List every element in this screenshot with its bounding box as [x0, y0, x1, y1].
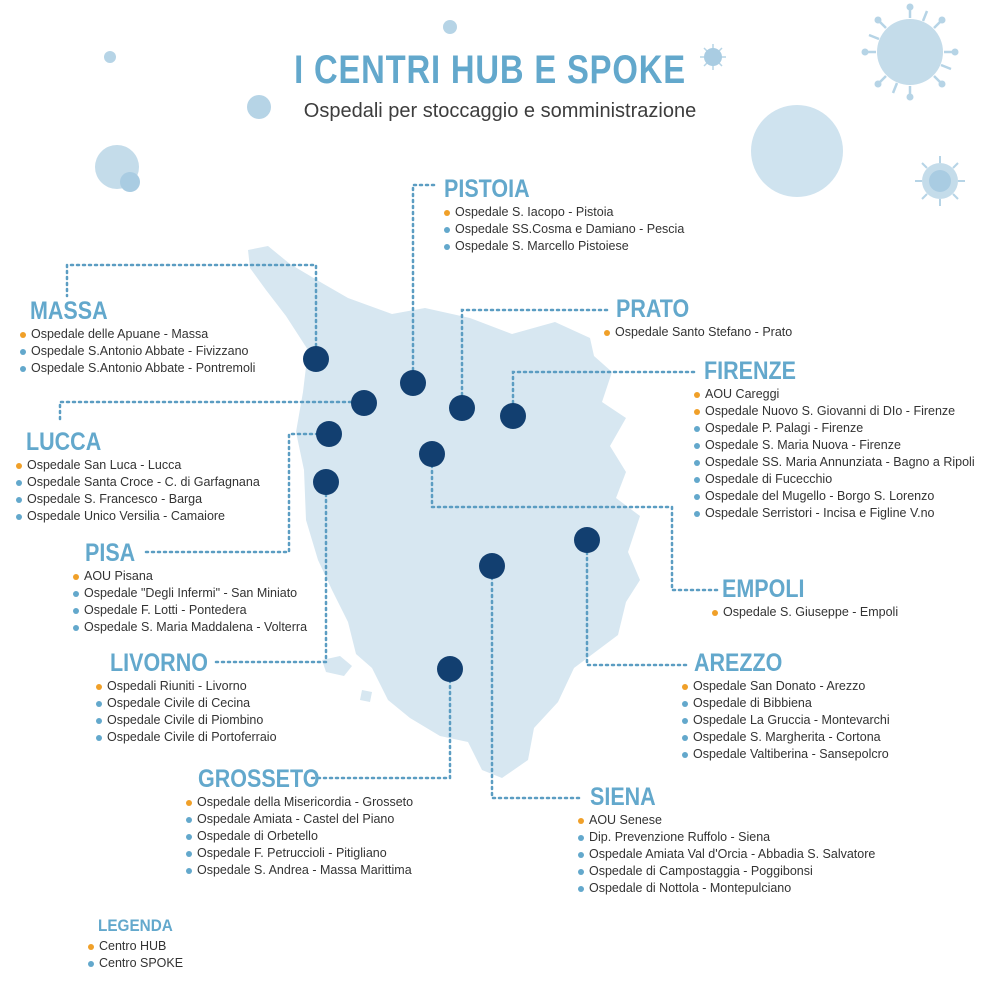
- hospital-item: [604, 324, 792, 341]
- island-shape: [360, 690, 372, 702]
- hospital-label: Ospedale Valtiberina - Sansepolcro: [693, 747, 889, 761]
- province-name: PRATO: [616, 295, 690, 323]
- hub-dot-icon: [186, 800, 192, 806]
- hospital-list: [96, 678, 277, 746]
- spoke-dot-icon: [96, 701, 102, 707]
- hospital-label: Ospedale Santo Stefano - Prato: [615, 325, 793, 339]
- spoke-dot-icon: [694, 494, 700, 500]
- hospital-label: Ospedale Unico Versilia - Camaiore: [27, 509, 226, 523]
- bubble-decoration: [120, 172, 140, 192]
- hospital-label: Ospedale San Donato - Arezzo: [693, 679, 866, 693]
- hospital-item: [578, 880, 875, 897]
- hospital-item: [712, 604, 898, 621]
- hospital-label: Ospedale SS.Cosma e Damiano - Pescia: [455, 222, 685, 236]
- province-name: GROSSETO: [198, 765, 320, 793]
- page-subtitle: Ospedali per stoccaggio e somministrazione: [303, 100, 697, 122]
- hospital-item: [694, 454, 975, 471]
- province-firenze: [694, 358, 975, 522]
- hub-dot-icon: [73, 574, 79, 580]
- legend-item-spoke: [88, 955, 183, 972]
- hospital-label: Ospedale F. Lotti - Pontedera: [84, 603, 247, 617]
- province-name: AREZZO: [694, 649, 783, 677]
- hospital-item: [96, 712, 277, 729]
- hospital-item: [444, 238, 684, 255]
- spoke-dot-icon: [73, 591, 79, 597]
- province-name: SIENA: [590, 783, 656, 811]
- hospital-label: Ospedale La Gruccia - Montevarchi: [693, 713, 890, 727]
- hospital-item: [73, 619, 307, 636]
- hospital-item: [16, 491, 260, 508]
- hospital-item: [186, 828, 413, 845]
- spoke-dot-icon: [73, 608, 79, 614]
- hospital-item: [694, 437, 975, 454]
- spoke-dot-icon: [444, 244, 450, 250]
- hospital-label: AOU Senese: [589, 813, 662, 827]
- hospital-label: AOU Pisana: [84, 569, 153, 583]
- hospital-list: [73, 568, 307, 636]
- province-name: PISA: [85, 539, 136, 567]
- hospital-item: [578, 863, 875, 880]
- hospital-item: [73, 602, 307, 619]
- marker-prato[interactable]: [449, 395, 475, 421]
- marker-firenze[interactable]: [500, 403, 526, 429]
- legend-item-hub: [88, 938, 183, 955]
- hospital-item: [96, 678, 277, 695]
- spoke-dot-icon: [694, 426, 700, 432]
- marker-grosseto[interactable]: [437, 656, 463, 682]
- hospital-item: [444, 221, 684, 238]
- hospital-label: Ospedale SS. Maria Annunziata - Bagno a Ripoli: [705, 455, 975, 469]
- province-empoli: [712, 576, 898, 621]
- marker-massa[interactable]: [303, 346, 329, 372]
- marker-livorno[interactable]: [313, 469, 339, 495]
- province-name: LUCCA: [26, 428, 102, 456]
- hospital-label: Ospedale San Luca - Lucca: [27, 458, 182, 472]
- hospital-label: Ospedale "Degli Infermi" - San Miniato: [84, 586, 298, 600]
- hospital-label: Ospedale P. Palagi - Firenze: [705, 421, 864, 435]
- province-livorno: [96, 650, 277, 746]
- province-arezzo: [682, 650, 890, 763]
- hospital-list: [694, 386, 975, 522]
- hospital-list: [578, 812, 875, 897]
- hospital-label: Ospedale S. Maria Nuova - Firenze: [705, 438, 901, 452]
- hospital-item: [16, 508, 260, 525]
- hospital-item: [16, 457, 260, 474]
- spoke-dot-icon: [16, 480, 22, 486]
- hospital-label: Ospedale del Mugello - Borgo S. Lorenzo: [705, 489, 935, 503]
- province-name: EMPOLI: [722, 575, 805, 603]
- hub-dot-icon: [20, 332, 26, 338]
- tuscany-region-shape: [248, 246, 640, 778]
- marker-empoli[interactable]: [419, 441, 445, 467]
- hospital-label: Ospedali Riuniti - Livorno: [107, 679, 247, 693]
- hospital-item: [444, 204, 684, 221]
- province-massa: [20, 298, 255, 377]
- hospital-label: Ospedale S. Marcello Pistoiese: [455, 239, 629, 253]
- spoke-dot-icon: [186, 834, 192, 840]
- hospital-item: [694, 505, 975, 522]
- spoke-dot-icon: [578, 852, 584, 858]
- hub-dot-icon: [694, 392, 700, 398]
- hospital-item: [694, 420, 975, 437]
- hospital-label: Ospedale di Campostaggia - Poggibonsi: [589, 864, 813, 878]
- hospital-label: Ospedale Amiata Val d'Orcia - Abbadia S. Salvatore: [589, 847, 876, 861]
- spoke-dot-icon: [694, 511, 700, 517]
- hospital-label: AOU Careggi: [705, 387, 780, 401]
- hospital-list: [712, 604, 898, 621]
- hospital-item: [20, 360, 255, 377]
- bubble-decoration: [443, 20, 457, 34]
- hospital-label: Ospedale S. Maria Maddalena - Volterra: [84, 620, 308, 634]
- hub-dot-icon: [682, 684, 688, 690]
- hospital-label: Ospedale S. Giuseppe - Empoli: [723, 605, 899, 619]
- hub-dot-icon: [96, 684, 102, 690]
- spoke-dot-icon: [16, 514, 22, 520]
- hospital-item: [186, 811, 413, 828]
- hospital-label: Ospedale Civile di Cecina: [107, 696, 251, 710]
- hospital-label: Ospedale Nuovo S. Giovanni di DIo - Firenze: [705, 404, 956, 418]
- hospital-item: [682, 729, 890, 746]
- hospital-list: [186, 794, 413, 879]
- hospital-label: Ospedale S. Andrea - Massa Marittima: [197, 863, 412, 877]
- hospital-label: Ospedale S. Margherita - Cortona: [693, 730, 881, 744]
- hospital-item: [694, 386, 975, 403]
- spoke-dot-icon: [16, 497, 22, 503]
- hospital-item: [20, 343, 255, 360]
- hub-dot-icon: [16, 463, 22, 469]
- spoke-dot-icon: [88, 961, 94, 967]
- hospital-item: [96, 729, 277, 746]
- hub-dot-icon: [444, 210, 450, 216]
- hospital-label: Ospedale di Bibbiena: [693, 696, 812, 710]
- hospital-item: [16, 474, 260, 491]
- hospital-item: [73, 568, 307, 585]
- hospital-item: [96, 695, 277, 712]
- province-name: PISTOIA: [444, 175, 530, 203]
- province-pistoia: [444, 176, 684, 255]
- hospital-label: Ospedale delle Apuane - Massa: [31, 327, 209, 341]
- hospital-label: Ospedale di Fucecchio: [705, 472, 833, 486]
- hub-dot-icon: [712, 610, 718, 616]
- hospital-label: Ospedale Civile di Piombino: [107, 713, 264, 727]
- hospital-label: Ospedale Civile di Portoferraio: [107, 730, 277, 744]
- hospital-label: Ospedale Amiata - Castel del Piano: [197, 812, 395, 826]
- hospital-label: Ospedale S.Antonio Abbate - Pontremoli: [31, 361, 256, 375]
- hospital-item: [682, 678, 890, 695]
- province-name: FIRENZE: [704, 357, 796, 385]
- spoke-dot-icon: [73, 625, 79, 631]
- hospital-item: [186, 862, 413, 879]
- hospital-label: Ospedale F. Petruccioli - Pitigliano: [197, 846, 387, 860]
- hospital-list: [604, 324, 792, 341]
- hospital-item: [682, 695, 890, 712]
- hospital-item: [682, 712, 890, 729]
- spoke-dot-icon: [444, 227, 450, 233]
- hospital-list: [444, 204, 684, 255]
- spoke-dot-icon: [694, 460, 700, 466]
- hospital-item: [694, 403, 975, 420]
- province-lucca: [16, 429, 260, 525]
- hospital-label: Ospedale S.Antonio Abbate - Fivizzano: [31, 344, 249, 358]
- spoke-dot-icon: [694, 443, 700, 449]
- hospital-item: [578, 829, 875, 846]
- hospital-list: [20, 326, 255, 377]
- hospital-label: Ospedale di Nottola - Montepulciano: [589, 881, 792, 895]
- hospital-item: [73, 585, 307, 602]
- spoke-dot-icon: [96, 718, 102, 724]
- hospital-label: Dip. Prevenzione Ruffolo - Siena: [589, 830, 771, 844]
- marker-lucca[interactable]: [351, 390, 377, 416]
- spoke-dot-icon: [186, 851, 192, 857]
- hospital-label: Ospedale Santa Croce - C. di Garfagnana: [27, 475, 260, 489]
- hub-dot-icon: [578, 818, 584, 824]
- virus-icon: [915, 156, 965, 206]
- hub-dot-icon: [694, 409, 700, 415]
- hospital-item: [694, 471, 975, 488]
- marker-pistoia[interactable]: [400, 370, 426, 396]
- spoke-dot-icon: [682, 718, 688, 724]
- hospital-item: [578, 846, 875, 863]
- spoke-dot-icon: [186, 817, 192, 823]
- hub-dot-icon: [604, 330, 610, 336]
- legend-title: LEGENDA: [98, 916, 173, 935]
- hospital-item: [694, 488, 975, 505]
- spoke-dot-icon: [694, 477, 700, 483]
- hospital-item: [682, 746, 890, 763]
- hospital-label: Ospedale della Misericordia - Grosseto: [197, 795, 414, 809]
- legend-label: Centro HUB: [99, 939, 167, 953]
- hub-dot-icon: [88, 944, 94, 950]
- spoke-dot-icon: [682, 701, 688, 707]
- spoke-dot-icon: [20, 349, 26, 355]
- spoke-dot-icon: [186, 868, 192, 874]
- hospital-label: Ospedale Serristori - Incisa e Figline V.no: [705, 506, 935, 520]
- hospital-item: [578, 812, 875, 829]
- hospital-item: [20, 326, 255, 343]
- spoke-dot-icon: [682, 752, 688, 758]
- legend-label: Centro SPOKE: [99, 956, 184, 970]
- province-prato: [604, 296, 792, 341]
- province-pisa: [73, 540, 307, 636]
- hospital-label: Ospedale S. Iacopo - Pistoia: [455, 205, 614, 219]
- hospital-list: [682, 678, 890, 763]
- spoke-dot-icon: [578, 869, 584, 875]
- hospital-label: Ospedale S. Francesco - Barga: [27, 492, 203, 506]
- hospital-item: [186, 794, 413, 811]
- province-siena: [578, 784, 875, 897]
- legend: [88, 916, 183, 972]
- province-name: LIVORNO: [110, 649, 208, 677]
- spoke-dot-icon: [578, 886, 584, 892]
- spoke-dot-icon: [682, 735, 688, 741]
- spoke-dot-icon: [96, 735, 102, 741]
- marker-siena[interactable]: [479, 553, 505, 579]
- marker-pisa[interactable]: [316, 421, 342, 447]
- page-title: I CENTRI HUB E SPOKE: [294, 48, 686, 92]
- hospital-list: [16, 457, 260, 525]
- spoke-dot-icon: [20, 366, 26, 372]
- province-grosseto: [186, 766, 413, 879]
- spoke-dot-icon: [578, 835, 584, 841]
- hospital-label: Ospedale di Orbetello: [197, 829, 318, 843]
- marker-arezzo[interactable]: [574, 527, 600, 553]
- province-name: MASSA: [30, 297, 108, 325]
- hospital-item: [186, 845, 413, 862]
